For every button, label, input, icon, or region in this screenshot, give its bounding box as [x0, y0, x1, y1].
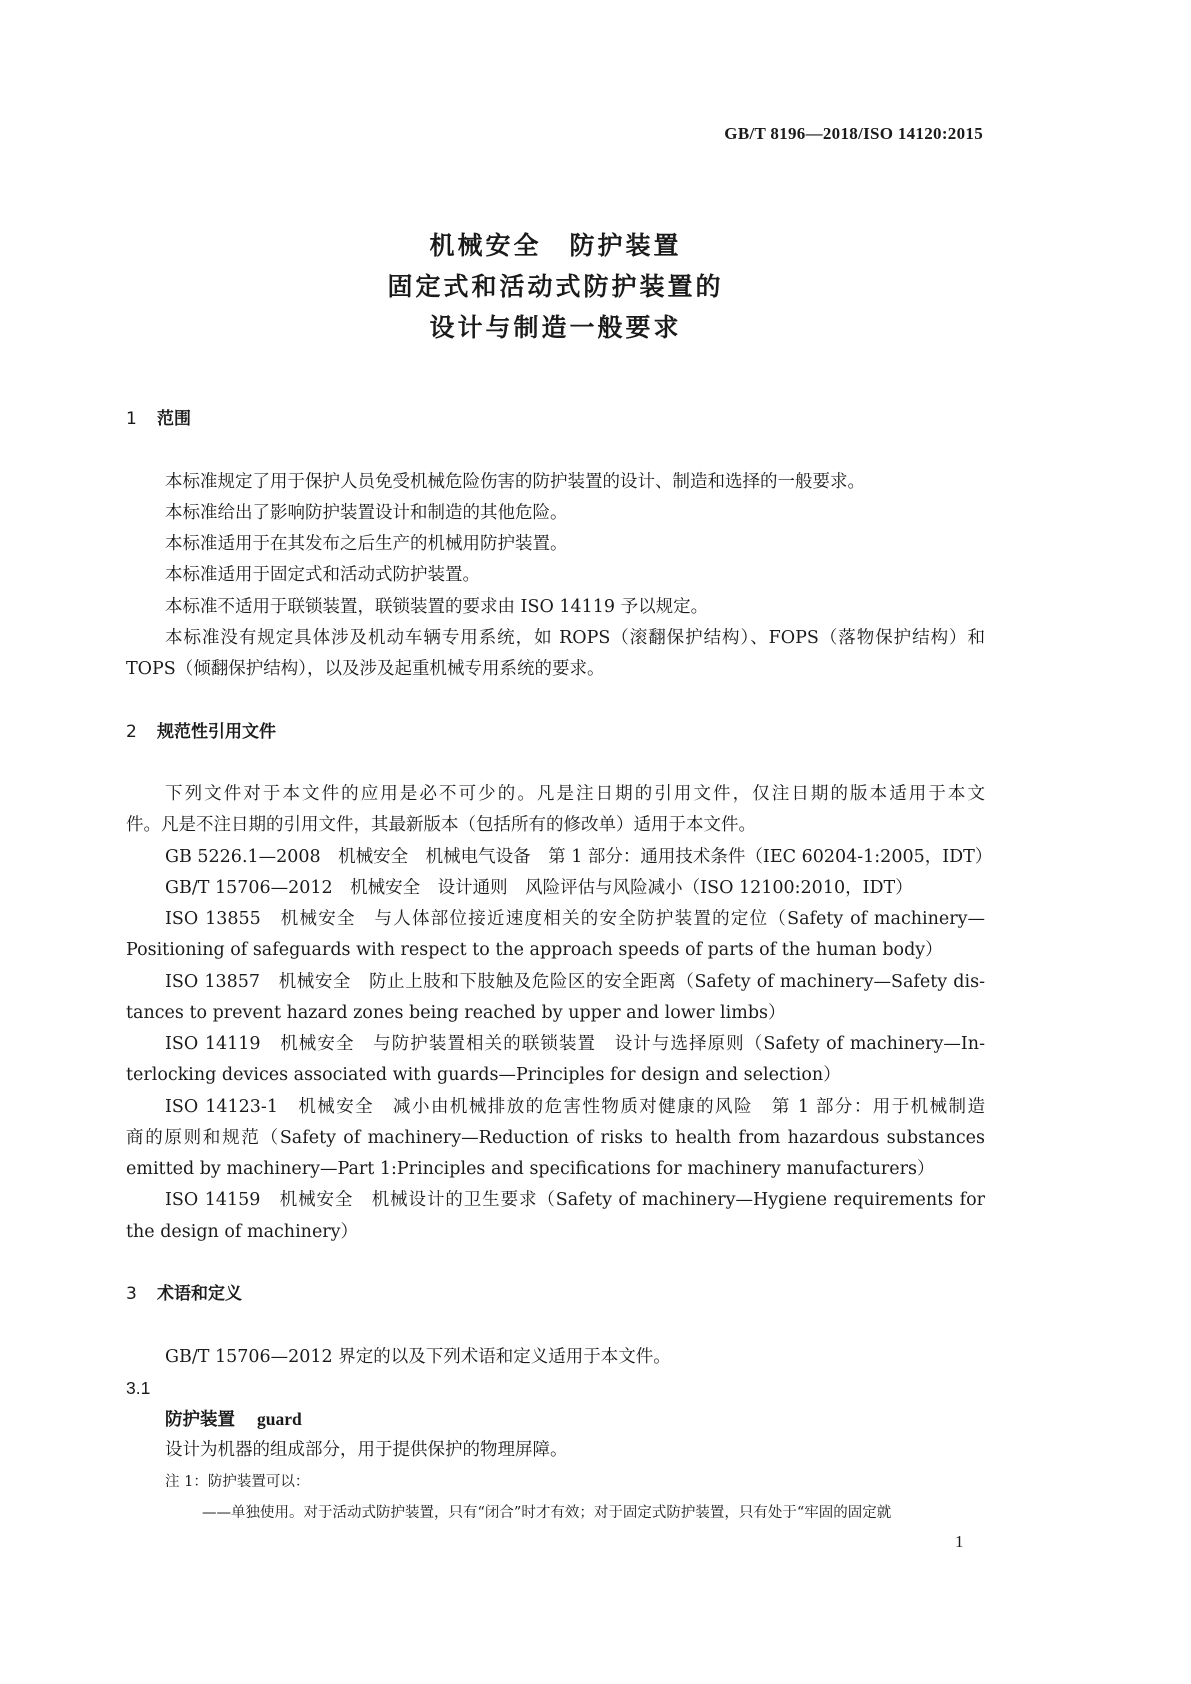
section-heading-scope [126, 404, 985, 435]
section-heading-terms [126, 1279, 985, 1310]
term-heading [126, 1404, 985, 1435]
section-title: 规范性引用文件 [157, 721, 276, 742]
page-number: 1 [955, 1532, 964, 1551]
reference-line: terlocking devices associated with guards—Principles for design and selection） [126, 1065, 841, 1086]
paragraph-line: 件。凡是不注日期的引用文件，其最新版本（包括所有的修改单）适用于本文件。 [126, 815, 756, 836]
section-number: 2 [126, 721, 137, 742]
reference-line: GB/T 15706—2012 机械安全 设计通则 风险评估与风险减小（ISO 12100:2010，IDT） [165, 877, 913, 898]
paragraph-line: 本标准适用于在其发布之后生产的机械用防护装置。 [165, 534, 568, 554]
term-zh: 防护装置 [165, 1410, 235, 1430]
title-line-1: 机械安全 防护装置 [429, 231, 682, 260]
standard-code-header: GB/T 8196—2018/ISO 14120:2015 [724, 124, 983, 143]
reference-line: ISO 13855 机械安全 与人体部位接近速度相关的安全防护装置的定位（Safety of machinery— [165, 909, 985, 929]
note-label: 注 1：防护装置可以： [165, 1473, 310, 1490]
terms-intro: GB/T 15706—2012 界定的以及下列术语和定义适用于本文件。 [165, 1346, 671, 1367]
reference-line: the design of machinery） [126, 1221, 359, 1242]
section-title: 术语和定义 [157, 1284, 242, 1304]
paragraph-line: 下列文件对于本文件的应用是必不可少的。凡是注日期的引用文件，仅注日期的版本适用于本文 [165, 784, 985, 804]
reference-line: GB 5226.1—2008 机械安全 机械电气设备 第 1 部分：通用技术条件（IEC 60204-1:2005，IDT） [165, 846, 993, 867]
paragraph-line: 本标准规定了用于保护人员免受机械危险伤害的防护装置的设计、制造和选择的一般要求。 [165, 471, 865, 492]
term-en: guard [257, 1409, 302, 1429]
section-number: 3 [126, 1284, 137, 1304]
section-title: 范围 [157, 409, 191, 429]
title-line-3: 设计与制造一般要求 [429, 313, 682, 342]
reference-line: emitted by machinery—Part 1:Principles and specifications for machinery manufacturers） [126, 1159, 935, 1179]
note-line: ——单独使用。对于活动式防护装置，只有“闭合”时才有效；对于固定式防护装置，只有处于“牢固的固定就 [202, 1504, 892, 1521]
paragraph-line: 本标准适用于固定式和活动式防护装置。 [165, 565, 480, 586]
term-definition: 设计为机器的组成部分，用于提供保护的物理屏障。 [165, 1440, 568, 1461]
section-number: 1 [126, 409, 137, 429]
paragraph-line: 本标准不适用于联锁装置，联锁装置的要求由 ISO 14119 予以规定。 [165, 596, 709, 617]
reference-line: Positioning of safeguards with respect to the approach speeds of parts of the human body） [126, 940, 943, 961]
title-line-2: 固定式和活动式防护装置的 [387, 272, 724, 301]
paragraph-line: 本标准没有规定具体涉及机动车辆专用系统，如 ROPS（滚翻保护结构）、FOPS（落物保护结构）和 [165, 627, 985, 648]
section-heading-normative-references [126, 717, 985, 748]
reference-line: ISO 13857 机械安全 防止上肢和下肢触及危险区的安全距离（Safety of machinery—Safety dis- [165, 971, 985, 992]
reference-line: 商的原则和规范（Safety of machinery—Reduction of risks to health from hazardous substances [126, 1127, 985, 1148]
paragraph-line: TOPS（倾翻保护结构），以及涉及起重机械专用系统的要求。 [126, 659, 605, 679]
reference-line: ISO 14119 机械安全 与防护装置相关的联锁装置 设计与选择原则（Safety of machinery—In- [165, 1034, 985, 1054]
reference-line: ISO 14123-1 机械安全 减小由机械排放的危害性物质对健康的风险 第 1 部分：用于机械制造 [165, 1096, 985, 1117]
term-number: 3.1 [126, 1377, 151, 1398]
paragraph-line: 本标准给出了影响防护装置设计和制造的其他危险。 [165, 502, 568, 523]
reference-line: tances to prevent hazard zones being reached by upper and lower limbs） [126, 1002, 786, 1023]
document-body [126, 404, 993, 1529]
reference-line: ISO 14159 机械安全 机械设计的卫生要求（Safety of machinery—Hygiene requirements for [165, 1190, 985, 1211]
